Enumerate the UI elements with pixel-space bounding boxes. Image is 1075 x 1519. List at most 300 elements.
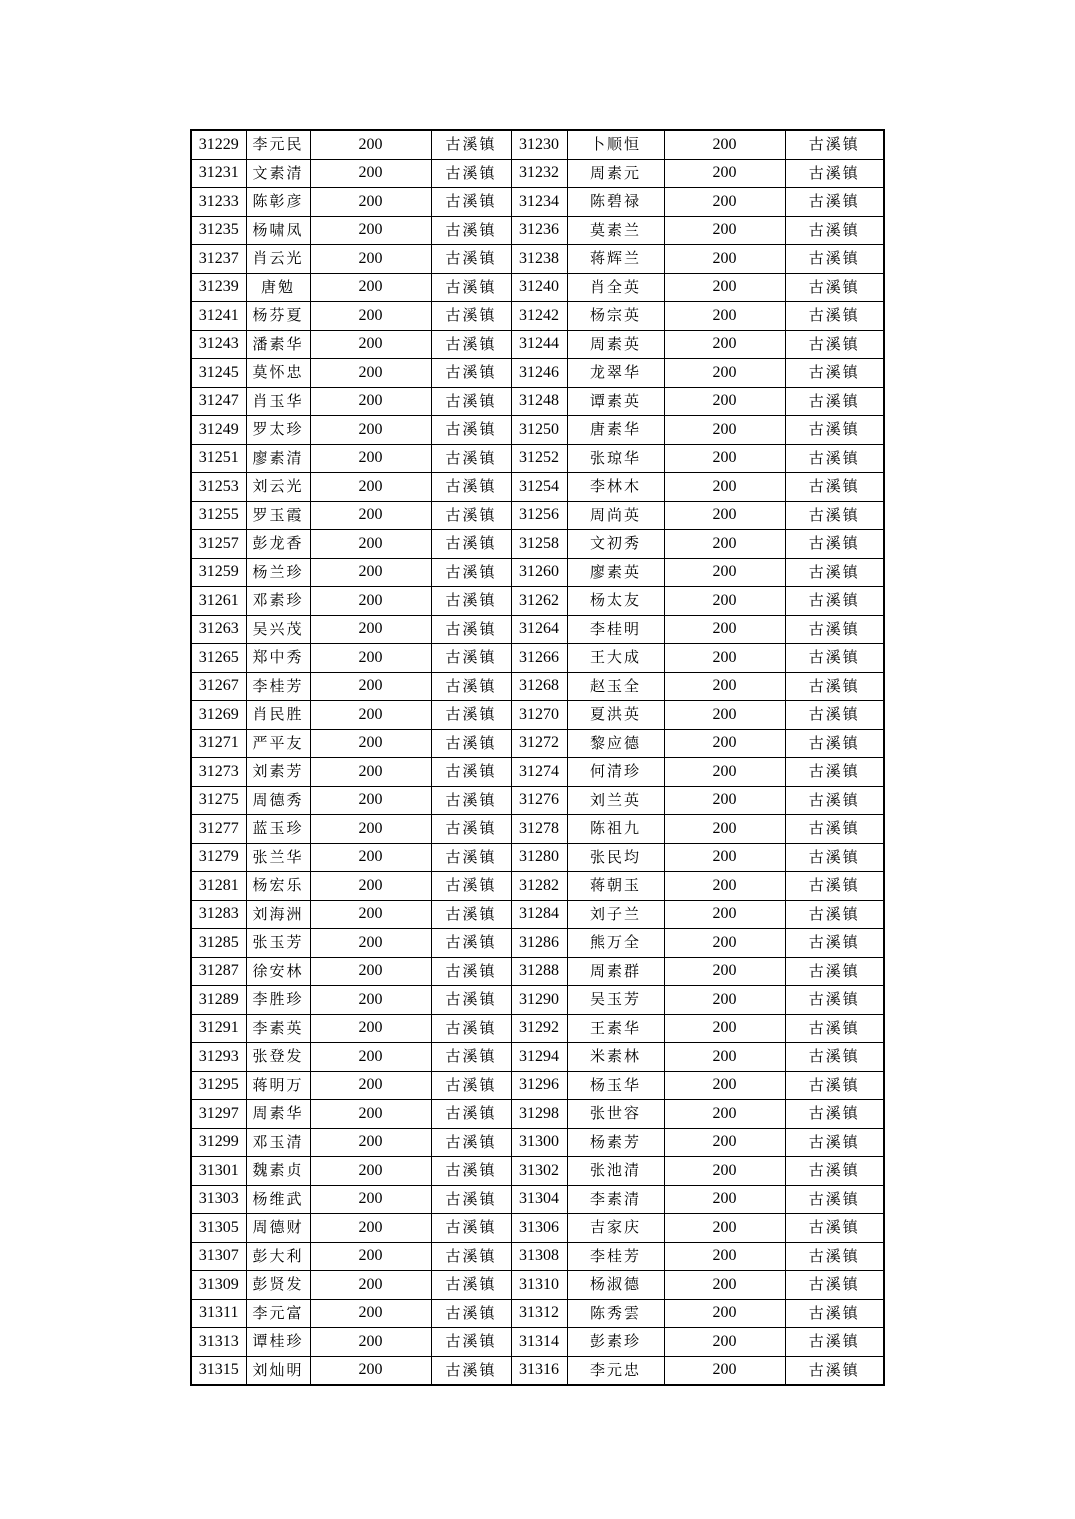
town-name-cell: 古溪镇 (431, 1328, 511, 1357)
amount-cell: 200 (310, 957, 431, 986)
record-id-cell: 31238 (511, 245, 567, 274)
person-name-cell: 蒋明万 (246, 1071, 310, 1100)
record-id-cell: 31232 (511, 159, 567, 188)
person-name-cell: 邓素珍 (246, 587, 310, 616)
record-id-cell: 31255 (191, 501, 246, 530)
amount-cell: 200 (664, 1328, 785, 1357)
town-name-cell: 古溪镇 (785, 1014, 884, 1043)
town-name-cell: 古溪镇 (431, 387, 511, 416)
amount-cell: 200 (310, 615, 431, 644)
amount-cell: 200 (310, 387, 431, 416)
person-name-cell: 吴兴茂 (246, 615, 310, 644)
town-name-cell: 古溪镇 (431, 1100, 511, 1129)
amount-cell: 200 (310, 130, 431, 159)
amount-cell: 200 (664, 501, 785, 530)
town-name-cell: 古溪镇 (785, 701, 884, 730)
table-row (191, 273, 884, 302)
person-name-cell: 王素华 (567, 1014, 664, 1043)
amount-cell: 200 (664, 1356, 785, 1385)
amount-cell: 200 (664, 957, 785, 986)
record-id-cell: 31303 (191, 1185, 246, 1214)
town-name-cell: 古溪镇 (431, 758, 511, 787)
amount-cell: 200 (310, 843, 431, 872)
town-name-cell: 古溪镇 (431, 416, 511, 445)
amount-cell: 200 (664, 245, 785, 274)
record-id-cell: 31286 (511, 929, 567, 958)
table-row (191, 815, 884, 844)
person-name-cell: 郑中秀 (246, 644, 310, 673)
town-name-cell: 古溪镇 (431, 729, 511, 758)
record-id-cell: 31272 (511, 729, 567, 758)
amount-cell: 200 (664, 900, 785, 929)
person-name-cell: 廖素清 (246, 444, 310, 473)
table-row (191, 387, 884, 416)
amount-cell: 200 (310, 444, 431, 473)
town-name-cell: 古溪镇 (785, 359, 884, 388)
town-name-cell: 古溪镇 (785, 188, 884, 217)
record-id-cell: 31268 (511, 672, 567, 701)
amount-cell: 200 (664, 444, 785, 473)
record-id-cell: 31309 (191, 1271, 246, 1300)
amount-cell: 200 (664, 815, 785, 844)
person-name-cell: 周德秀 (246, 786, 310, 815)
amount-cell: 200 (310, 245, 431, 274)
town-name-cell: 古溪镇 (431, 615, 511, 644)
record-id-cell: 31234 (511, 188, 567, 217)
record-id-cell: 31245 (191, 359, 246, 388)
town-name-cell: 古溪镇 (431, 1185, 511, 1214)
record-id-cell: 31261 (191, 587, 246, 616)
amount-cell: 200 (664, 1014, 785, 1043)
record-id-cell: 31306 (511, 1214, 567, 1243)
record-id-cell: 31283 (191, 900, 246, 929)
town-name-cell: 古溪镇 (785, 900, 884, 929)
table-row (191, 1356, 884, 1385)
record-id-cell: 31247 (191, 387, 246, 416)
person-name-cell: 何清珍 (567, 758, 664, 787)
record-id-cell: 31240 (511, 273, 567, 302)
record-id-cell: 31280 (511, 843, 567, 872)
person-name-cell: 周尚英 (567, 501, 664, 530)
person-name-cell: 唐素华 (567, 416, 664, 445)
person-name-cell: 谭素英 (567, 387, 664, 416)
town-name-cell: 古溪镇 (785, 1128, 884, 1157)
town-name-cell: 古溪镇 (785, 672, 884, 701)
amount-cell: 200 (664, 1242, 785, 1271)
record-id-cell: 31307 (191, 1242, 246, 1271)
town-name-cell: 古溪镇 (431, 843, 511, 872)
town-name-cell: 古溪镇 (431, 1157, 511, 1186)
record-id-cell: 31290 (511, 986, 567, 1015)
amount-cell: 200 (664, 558, 785, 587)
record-id-cell: 31271 (191, 729, 246, 758)
amount-cell: 200 (310, 216, 431, 245)
amount-cell: 200 (310, 986, 431, 1015)
amount-cell: 200 (310, 587, 431, 616)
person-name-cell: 杨啸凤 (246, 216, 310, 245)
amount-cell: 200 (310, 729, 431, 758)
town-name-cell: 古溪镇 (431, 530, 511, 559)
record-id-cell: 31304 (511, 1185, 567, 1214)
table-row (191, 245, 884, 274)
person-name-cell: 吉家庆 (567, 1214, 664, 1243)
town-name-cell: 古溪镇 (785, 530, 884, 559)
person-name-cell: 夏洪英 (567, 701, 664, 730)
person-name-cell: 肖云光 (246, 245, 310, 274)
record-id-cell: 31287 (191, 957, 246, 986)
table-row (191, 501, 884, 530)
town-name-cell: 古溪镇 (785, 1299, 884, 1328)
table-row (191, 672, 884, 701)
amount-cell: 200 (310, 330, 431, 359)
record-id-cell: 31316 (511, 1356, 567, 1385)
table-row (191, 1271, 884, 1300)
record-id-cell: 31265 (191, 644, 246, 673)
record-id-cell: 31257 (191, 530, 246, 559)
amount-cell: 200 (310, 1271, 431, 1300)
record-id-cell: 31279 (191, 843, 246, 872)
town-name-cell: 古溪镇 (431, 302, 511, 331)
table-row (191, 1214, 884, 1243)
record-id-cell: 31277 (191, 815, 246, 844)
record-id-cell: 31281 (191, 872, 246, 901)
amount-cell: 200 (664, 473, 785, 502)
amount-cell: 200 (664, 1271, 785, 1300)
person-name-cell: 熊万全 (567, 929, 664, 958)
record-id-cell: 31270 (511, 701, 567, 730)
record-id-cell: 31258 (511, 530, 567, 559)
amount-cell: 200 (664, 872, 785, 901)
record-id-cell: 31291 (191, 1014, 246, 1043)
town-name-cell: 古溪镇 (785, 330, 884, 359)
amount-cell: 200 (310, 786, 431, 815)
town-name-cell: 古溪镇 (431, 558, 511, 587)
person-name-cell: 李素英 (246, 1014, 310, 1043)
amount-cell: 200 (664, 758, 785, 787)
town-name-cell: 古溪镇 (785, 1242, 884, 1271)
town-name-cell: 古溪镇 (785, 473, 884, 502)
person-name-cell: 莫素兰 (567, 216, 664, 245)
table-row (191, 159, 884, 188)
record-id-cell: 31300 (511, 1128, 567, 1157)
table-row (191, 1043, 884, 1072)
record-id-cell: 31295 (191, 1071, 246, 1100)
person-name-cell: 王大成 (567, 644, 664, 673)
person-name-cell: 杨兰珍 (246, 558, 310, 587)
person-name-cell: 唐勉 (246, 273, 310, 302)
amount-cell: 200 (310, 1242, 431, 1271)
town-name-cell: 古溪镇 (431, 900, 511, 929)
town-name-cell: 古溪镇 (785, 130, 884, 159)
town-name-cell: 古溪镇 (431, 587, 511, 616)
town-name-cell: 古溪镇 (431, 1014, 511, 1043)
record-id-cell: 31311 (191, 1299, 246, 1328)
amount-cell: 200 (664, 359, 785, 388)
person-name-cell: 陈碧禄 (567, 188, 664, 217)
table-row (191, 130, 884, 159)
person-name-cell: 周德财 (246, 1214, 310, 1243)
amount-cell: 200 (664, 1157, 785, 1186)
record-id-cell: 31235 (191, 216, 246, 245)
record-id-cell: 31312 (511, 1299, 567, 1328)
town-name-cell: 古溪镇 (785, 615, 884, 644)
record-id-cell: 31241 (191, 302, 246, 331)
town-name-cell: 古溪镇 (785, 1185, 884, 1214)
person-name-cell: 刘子兰 (567, 900, 664, 929)
table-row (191, 644, 884, 673)
amount-cell: 200 (310, 1100, 431, 1129)
amount-cell: 200 (664, 530, 785, 559)
record-id-cell: 31266 (511, 644, 567, 673)
person-name-cell: 张登发 (246, 1043, 310, 1072)
person-name-cell: 刘素芳 (246, 758, 310, 787)
record-id-cell: 31251 (191, 444, 246, 473)
record-id-cell: 31264 (511, 615, 567, 644)
record-id-cell: 31262 (511, 587, 567, 616)
town-name-cell: 古溪镇 (431, 672, 511, 701)
person-name-cell: 周素华 (246, 1100, 310, 1129)
amount-cell: 200 (664, 644, 785, 673)
amount-cell: 200 (310, 359, 431, 388)
table-row (191, 587, 884, 616)
town-name-cell: 古溪镇 (785, 1356, 884, 1385)
person-name-cell: 文初秀 (567, 530, 664, 559)
person-name-cell: 陈彰彦 (246, 188, 310, 217)
person-name-cell: 潘素华 (246, 330, 310, 359)
record-id-cell: 31229 (191, 130, 246, 159)
amount-cell: 200 (310, 273, 431, 302)
town-name-cell: 古溪镇 (431, 929, 511, 958)
town-name-cell: 古溪镇 (431, 957, 511, 986)
town-name-cell: 古溪镇 (431, 786, 511, 815)
person-name-cell: 李林木 (567, 473, 664, 502)
person-name-cell: 魏素贞 (246, 1157, 310, 1186)
table-row (191, 530, 884, 559)
record-id-cell: 31239 (191, 273, 246, 302)
amount-cell: 200 (310, 644, 431, 673)
person-name-cell: 赵玉全 (567, 672, 664, 701)
amount-cell: 200 (310, 501, 431, 530)
amount-cell: 200 (664, 929, 785, 958)
amount-cell: 200 (664, 587, 785, 616)
table-row (191, 957, 884, 986)
record-id-cell: 31250 (511, 416, 567, 445)
table-row (191, 444, 884, 473)
town-name-cell: 古溪镇 (431, 330, 511, 359)
table-row (191, 359, 884, 388)
town-name-cell: 古溪镇 (785, 786, 884, 815)
town-name-cell: 古溪镇 (431, 1271, 511, 1300)
amount-cell: 200 (310, 815, 431, 844)
person-name-cell: 周素群 (567, 957, 664, 986)
table-row (191, 1185, 884, 1214)
amount-cell: 200 (664, 1214, 785, 1243)
amount-cell: 200 (310, 558, 431, 587)
record-id-cell: 31260 (511, 558, 567, 587)
town-name-cell: 古溪镇 (785, 1100, 884, 1129)
person-name-cell: 邓玉清 (246, 1128, 310, 1157)
town-name-cell: 古溪镇 (785, 815, 884, 844)
town-name-cell: 古溪镇 (785, 957, 884, 986)
record-id-cell: 31276 (511, 786, 567, 815)
table-row (191, 558, 884, 587)
person-name-cell: 李元富 (246, 1299, 310, 1328)
town-name-cell: 古溪镇 (431, 1214, 511, 1243)
town-name-cell: 古溪镇 (431, 701, 511, 730)
record-id-cell: 31267 (191, 672, 246, 701)
record-id-cell: 31244 (511, 330, 567, 359)
roster-table (190, 129, 885, 1386)
person-name-cell: 卜顺恒 (567, 130, 664, 159)
person-name-cell: 李桂芳 (246, 672, 310, 701)
record-id-cell: 31246 (511, 359, 567, 388)
table-row (191, 900, 884, 929)
person-name-cell: 彭素珍 (567, 1328, 664, 1357)
amount-cell: 200 (310, 1299, 431, 1328)
person-name-cell: 刘海洲 (246, 900, 310, 929)
record-id-cell: 31256 (511, 501, 567, 530)
amount-cell: 200 (310, 758, 431, 787)
town-name-cell: 古溪镇 (431, 444, 511, 473)
roster-body (191, 130, 884, 1385)
amount-cell: 200 (664, 701, 785, 730)
person-name-cell: 彭贤发 (246, 1271, 310, 1300)
town-name-cell: 古溪镇 (785, 587, 884, 616)
amount-cell: 200 (664, 416, 785, 445)
person-name-cell: 刘灿明 (246, 1356, 310, 1385)
amount-cell: 200 (664, 273, 785, 302)
person-name-cell: 张琼华 (567, 444, 664, 473)
amount-cell: 200 (310, 1128, 431, 1157)
amount-cell: 200 (664, 1185, 785, 1214)
town-name-cell: 古溪镇 (431, 815, 511, 844)
record-id-cell: 31233 (191, 188, 246, 217)
record-id-cell: 31284 (511, 900, 567, 929)
person-name-cell: 陈祖九 (567, 815, 664, 844)
town-name-cell: 古溪镇 (785, 1157, 884, 1186)
person-name-cell: 文素清 (246, 159, 310, 188)
record-id-cell: 31230 (511, 130, 567, 159)
town-name-cell: 古溪镇 (785, 302, 884, 331)
amount-cell: 200 (664, 729, 785, 758)
town-name-cell: 古溪镇 (785, 1043, 884, 1072)
record-id-cell: 31310 (511, 1271, 567, 1300)
record-id-cell: 31296 (511, 1071, 567, 1100)
town-name-cell: 古溪镇 (431, 1043, 511, 1072)
table-row (191, 615, 884, 644)
record-id-cell: 31237 (191, 245, 246, 274)
record-id-cell: 31278 (511, 815, 567, 844)
town-name-cell: 古溪镇 (431, 473, 511, 502)
person-name-cell: 李胜珍 (246, 986, 310, 1015)
town-name-cell: 古溪镇 (431, 986, 511, 1015)
town-name-cell: 古溪镇 (785, 273, 884, 302)
person-name-cell: 肖全英 (567, 273, 664, 302)
amount-cell: 200 (664, 302, 785, 331)
table-row (191, 1071, 884, 1100)
amount-cell: 200 (664, 1043, 785, 1072)
person-name-cell: 周素英 (567, 330, 664, 359)
amount-cell: 200 (664, 1100, 785, 1129)
amount-cell: 200 (310, 1043, 431, 1072)
amount-cell: 200 (664, 986, 785, 1015)
person-name-cell: 杨芬夏 (246, 302, 310, 331)
town-name-cell: 古溪镇 (785, 843, 884, 872)
table-row (191, 872, 884, 901)
amount-cell: 200 (664, 786, 785, 815)
town-name-cell: 古溪镇 (431, 130, 511, 159)
record-id-cell: 31308 (511, 1242, 567, 1271)
amount-cell: 200 (310, 530, 431, 559)
person-name-cell: 廖素英 (567, 558, 664, 587)
amount-cell: 200 (664, 615, 785, 644)
person-name-cell: 李素清 (567, 1185, 664, 1214)
person-name-cell: 杨素芳 (567, 1128, 664, 1157)
amount-cell: 200 (664, 159, 785, 188)
record-id-cell: 31275 (191, 786, 246, 815)
town-name-cell: 古溪镇 (431, 1071, 511, 1100)
person-name-cell: 李元民 (246, 130, 310, 159)
town-name-cell: 古溪镇 (431, 501, 511, 530)
person-name-cell: 米素林 (567, 1043, 664, 1072)
town-name-cell: 古溪镇 (785, 416, 884, 445)
amount-cell: 200 (310, 1157, 431, 1186)
amount-cell: 200 (664, 216, 785, 245)
table-row (191, 188, 884, 217)
table-row (191, 758, 884, 787)
person-name-cell: 莫怀忠 (246, 359, 310, 388)
record-id-cell: 31259 (191, 558, 246, 587)
record-id-cell: 31254 (511, 473, 567, 502)
amount-cell: 200 (310, 900, 431, 929)
person-name-cell: 杨玉华 (567, 1071, 664, 1100)
person-name-cell: 李元忠 (567, 1356, 664, 1385)
amount-cell: 200 (310, 188, 431, 217)
town-name-cell: 古溪镇 (785, 216, 884, 245)
record-id-cell: 31248 (511, 387, 567, 416)
town-name-cell: 古溪镇 (785, 929, 884, 958)
town-name-cell: 古溪镇 (785, 986, 884, 1015)
table-row (191, 986, 884, 1015)
table-row (191, 843, 884, 872)
amount-cell: 200 (310, 1328, 431, 1357)
town-name-cell: 古溪镇 (431, 159, 511, 188)
person-name-cell: 蓝玉珍 (246, 815, 310, 844)
amount-cell: 200 (664, 1128, 785, 1157)
town-name-cell: 古溪镇 (431, 1299, 511, 1328)
person-name-cell: 张世容 (567, 1100, 664, 1129)
table-row (191, 330, 884, 359)
amount-cell: 200 (310, 872, 431, 901)
amount-cell: 200 (310, 1214, 431, 1243)
person-name-cell: 杨宗英 (567, 302, 664, 331)
person-name-cell: 陈秀雲 (567, 1299, 664, 1328)
person-name-cell: 张池清 (567, 1157, 664, 1186)
table-row (191, 416, 884, 445)
record-id-cell: 31231 (191, 159, 246, 188)
town-name-cell: 古溪镇 (785, 644, 884, 673)
record-id-cell: 31313 (191, 1328, 246, 1357)
person-name-cell: 吴玉芳 (567, 986, 664, 1015)
table-row (191, 1100, 884, 1129)
record-id-cell: 31299 (191, 1128, 246, 1157)
record-id-cell: 31282 (511, 872, 567, 901)
table-row (191, 1128, 884, 1157)
person-name-cell: 谭桂珍 (246, 1328, 310, 1357)
person-name-cell: 罗玉霞 (246, 501, 310, 530)
amount-cell: 200 (310, 1185, 431, 1214)
table-row (191, 216, 884, 245)
